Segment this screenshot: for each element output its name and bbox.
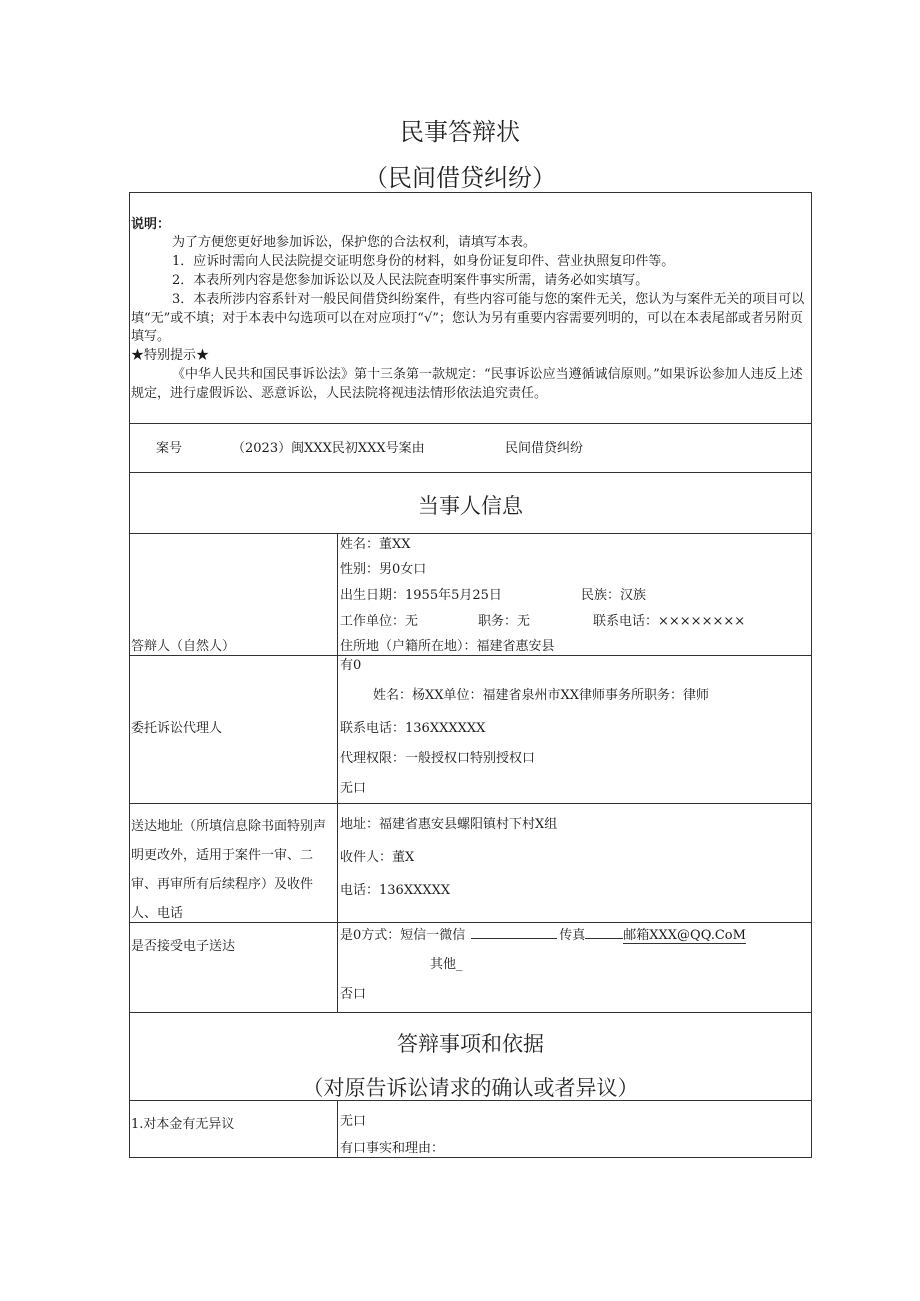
agent-authority: 代理权限：一般授权口特别授权口 (340, 751, 536, 766)
agent-label: 委托诉讼代理人 (131, 721, 223, 736)
service-recipient: 收件人：董X (340, 850, 415, 865)
electronic-no: 否口 (340, 987, 367, 1002)
wechat-blank (471, 926, 557, 939)
notes-item-2: 2．本表所列内容是您参加诉讼以及人民法院查明案件事实所需，请务必如实填写。 (172, 273, 649, 288)
respondent-name: 姓名：董XX (340, 537, 411, 552)
column-divider (337, 1100, 338, 1158)
respondent-ethnicity: 民族：汉族 (581, 588, 647, 603)
row-divider (129, 472, 812, 473)
electronic-email: 邮箱XXX@QQ.CoM (623, 928, 746, 943)
row-divider (129, 1012, 812, 1013)
electronic-fax: 传真 (559, 928, 586, 943)
electronic-yes-prefix: 是0方式：短信一微信 (340, 928, 466, 943)
agent-info: 姓名：杨XX单位：福建省泉州市XX律师事务所职务：律师 (373, 688, 710, 703)
case-number-value: （2023）闽XXX民初XXX号案由 (232, 441, 425, 456)
agent-phone: 联系电话：136XXXXXX (340, 721, 486, 736)
electronic-label: 是否接受电子送达 (131, 939, 236, 954)
special-heading: ★特别提示★ (131, 348, 210, 363)
row-divider (129, 423, 812, 424)
fax-blank (585, 926, 623, 939)
respondent-position: 职务：无 (478, 614, 531, 629)
case-cause-value: 民间借贷纠纷 (505, 441, 584, 456)
respondent-birth: 出生日期：1955年5月25日 (340, 588, 502, 603)
electronic-other: 其他_ (430, 957, 463, 972)
respondent-phone: 联系电话：×××××××× (593, 614, 746, 629)
case-number-label: 案号 (156, 441, 183, 456)
service-address-label: 送达地址（所填信息除书面特别声明更改外，适用于案件一审、二审、再审所有后续程序）及收件人、电话 (131, 819, 327, 921)
row-divider (129, 803, 812, 804)
respondent-label: 答辩人（自然人） (131, 639, 236, 654)
special-text: 《中华人民共和国民事诉讼法》第十三条第一款规定：“民事诉讼应当遵循诚信原则。”如果诉讼参加人违反上述规定，进行虚假诉讼、恶意诉讼，人民法院将视违法情形依法追究责任。 (131, 367, 803, 401)
notes-intro: 为了方便您更好地参加诉讼，保护您的合法权利，请填写本表。 (172, 235, 537, 250)
column-divider (337, 533, 338, 1012)
service-phone: 电话：136XXXXX (340, 883, 451, 898)
principal-none: 无口 (340, 1114, 367, 1129)
respondent-address: 住所地（户籍所在地）：福建省惠安县 (340, 639, 555, 654)
electronic-yes (340, 926, 746, 945)
document-title: 民事答辩状 (400, 118, 520, 146)
principal-has: 有口事实和理由： (340, 1141, 445, 1156)
principal-label: 1.对本金有无异议 (131, 1117, 235, 1132)
party-section-title: 当事人信息 (418, 494, 523, 518)
defense-section-subtitle: （对原告诉讼请求的确认或者异议） (302, 1076, 639, 1100)
notes-item-3: 3．本表所涉内容系针对一般民间借贷纠纷案件，有些内容可能与您的案件无关，您认为与案件无关的项目可以填“无”或不填；对于本表中勾选项可以在对应项打“√”；您认为另有重要内容需要列明的，可以在本表尾部或者另附页填写。 (131, 292, 805, 344)
agent-none: 无口 (340, 781, 367, 796)
respondent-gender: 性别：男0女口 (340, 562, 427, 577)
defense-section-title: 答辩事项和依据 (397, 1032, 544, 1056)
notes-item-1: 1．应诉时需向人民法院提交证明您身份的材料，如身份证复印件、营业执照复印件等。 (172, 254, 675, 269)
notes-heading: 说明： (131, 217, 171, 232)
service-address: 地址：福建省惠安县螺阳镇村下村X组 (340, 817, 558, 832)
respondent-work-unit: 工作单位：无 (340, 614, 419, 629)
agent-has: 有0 (340, 658, 362, 673)
document-subtitle: （民间借贷纠纷） (364, 164, 556, 192)
row-divider (129, 533, 812, 534)
